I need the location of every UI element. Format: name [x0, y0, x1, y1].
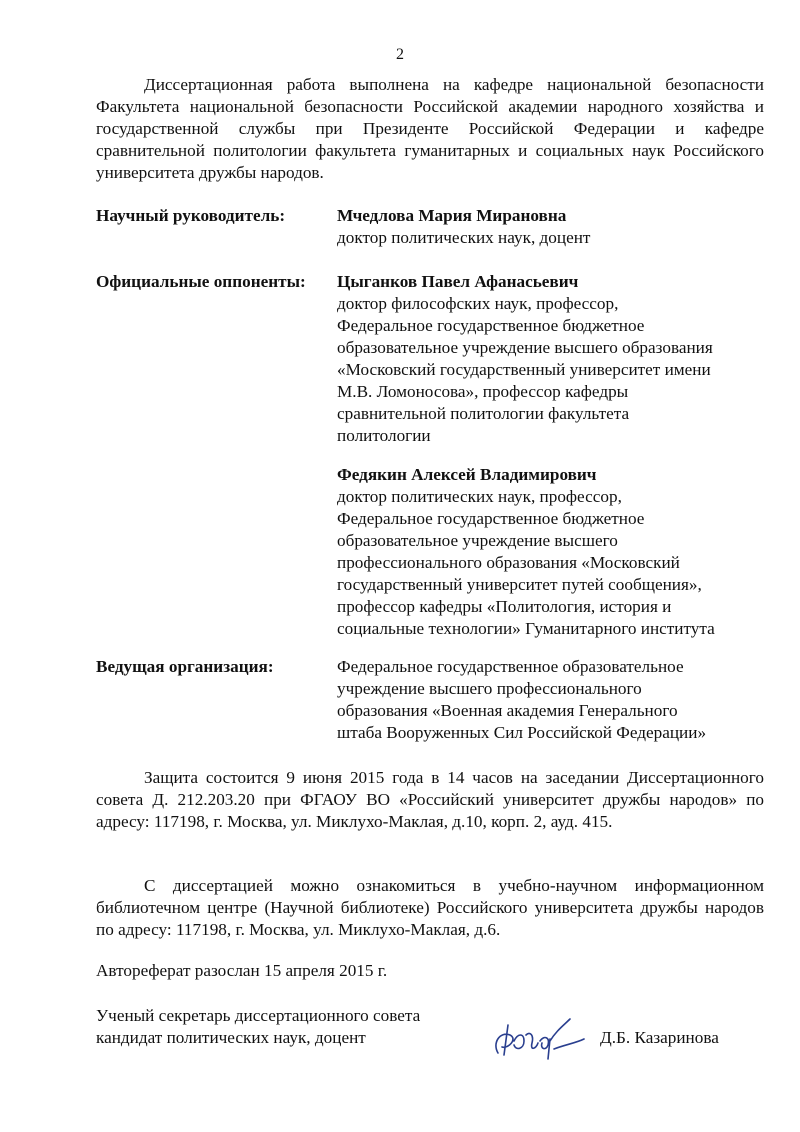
secretary-title	[96, 1005, 420, 1049]
opponent-1-line: «Московский государственный университет имени	[337, 360, 711, 379]
opponent-1-line: Федеральное государственное бюджетное	[337, 316, 645, 335]
opponent-2-line: профессор кафедры «Политология, история и	[337, 597, 672, 616]
opponent-1-line: сравнительной политологии факультета	[337, 404, 630, 423]
opponent-1-name: Цыганков Павел Афанасьевич	[337, 272, 579, 291]
handwritten-signature	[484, 1005, 588, 1065]
leading-org-block	[337, 656, 767, 744]
opponents-label: Официальные оппоненты:	[96, 272, 306, 291]
opponent-2-line: социальные технологии» Гуманитарного института	[337, 619, 715, 638]
opponent-1-line: доктор философских наук, профессор,	[337, 294, 619, 313]
secretary-title-line: Ученый секретарь диссертационного совета	[96, 1006, 421, 1025]
sent-date: Автореферат разослан 15 апреля 2015 г.	[96, 961, 388, 980]
opponent-1-line: М.В. Ломоносова», профессор кафедры	[337, 382, 629, 401]
leading-org-line: Федеральное государственное образовательное	[337, 657, 684, 676]
leading-org-label: Ведущая организация:	[96, 657, 274, 676]
opponent-2-line: государственный университет путей сообщения»,	[337, 575, 702, 594]
leading-org-line: штаба Вооруженных Сил Российской Федерации»	[337, 723, 707, 742]
supervisor-block	[337, 205, 767, 249]
intro-paragraph: Диссертационная работа выполнена на кафедре национальной безопасности Факультета национальной безопасности Российской академии народного хозяйства и государственной службы при Президенте Российской Федерации и кафедре сравнительной политологии факультета гуманитарных и социальных наук Российского университета дружбы народов.	[96, 75, 764, 182]
opponent-1-line: политологии	[337, 426, 431, 445]
opponent-2-name: Федякин Алексей Владимирович	[337, 465, 597, 484]
library-paragraph: С диссертацией можно ознакомиться в учебно-научном информационном библиотечном центре (Научной библиотеке) Российского университета дружбы народов по адресу: 117198, г. Москва, ул. Миклухо-Маклая, д.6.	[96, 876, 764, 939]
supervisor-name: Мчедлова Мария Мирановна	[337, 206, 567, 225]
supervisor-degree: доктор политических наук, доцент	[337, 228, 591, 247]
supervisor-label: Научный руководитель:	[96, 206, 286, 225]
secretary-title-line: кандидат политических наук, доцент	[96, 1028, 366, 1047]
opponent-2-line: доктор политических наук, профессор,	[337, 487, 622, 506]
opponent-2-block	[337, 464, 767, 640]
opponent-1-block	[337, 271, 767, 447]
page-number: 2	[396, 46, 404, 63]
secretary-name: Д.Б. Казаринова	[600, 1028, 719, 1047]
opponent-1-line: образовательное учреждение высшего образования	[337, 338, 713, 357]
opponent-2-line: образовательное учреждение высшего	[337, 531, 618, 550]
leading-org-line: образования «Военная академия Генерального	[337, 701, 678, 720]
opponent-2-line: Федеральное государственное бюджетное	[337, 509, 645, 528]
leading-org-line: учреждение высшего профессионального	[337, 679, 642, 698]
opponent-2-line: профессионального образования «Московский	[337, 553, 680, 572]
defense-paragraph: Защита состоится 9 июня 2015 года в 14 часов на заседании Диссертационного совета Д. 212.203.20 при ФГАОУ ВО «Российский университет дружбы народов» по адресу: 117198, г. Москва, ул. Миклухо-Маклая, д.10, корп. 2, ауд. 415.	[96, 768, 764, 831]
